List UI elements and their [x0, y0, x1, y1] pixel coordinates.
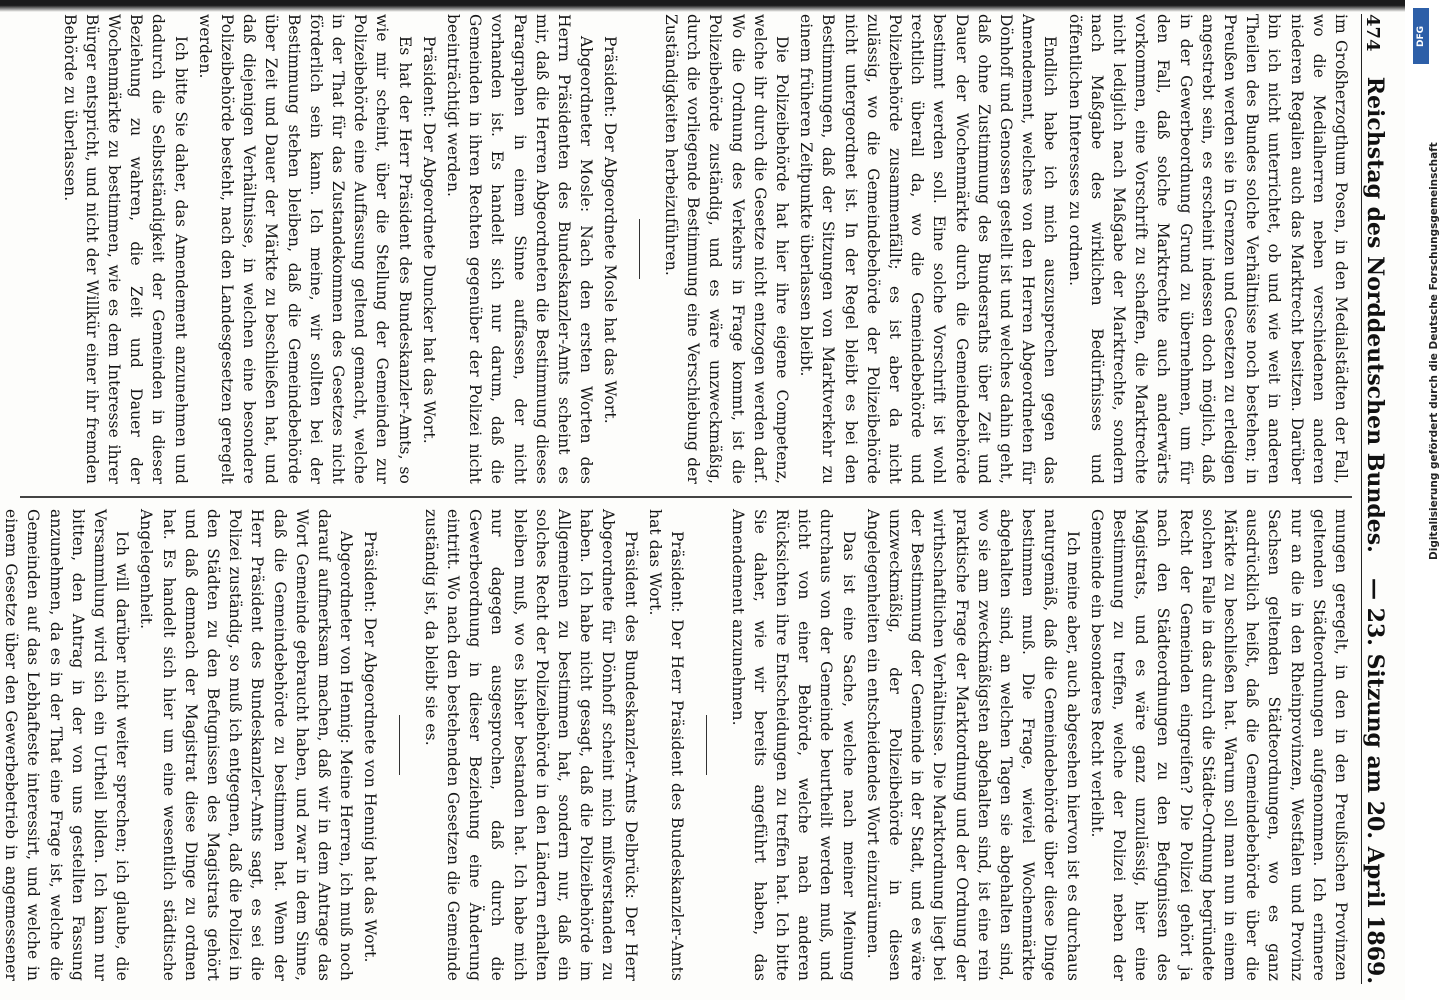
- right-paragraph: Ich will darüber nicht weiter sprechen; ich glaube, die Versammlung wird sich ein Urtheil bilden. Ich kann nur bitten, den Antrag in der von uns gestellten Fassung anzunehmen, da es in der That eine Frage ist, welche die Gemeinden auf das Lebhafteste interessirt, und welche in einem Gesetze über den Gewerbebetrieb in angemessener: [2, 509, 132, 981]
- page-number: 474: [1362, 14, 1383, 52]
- right-paragraph: Ich meine aber, auch abgesehen hiervon ist es durchaus naturgemäß, daß die Gemeindebehörde über diese Dinge bestimmen muß. Die Frage, wieviel Wochenmärkte abgehalten sind, an welchen Tagen sie abgehalten sind, wo sie am zweckmäßigsten abgehalten sind, ist eine rein praktische Frage der Marktordnung und der Ordnung der wirthschaftlichen Verhältnisse. Die Marktordnung liegt bei der Bestimmung der Gemeinde in der Stadt, und es wäre unzweckmäßig, der Polizeibehörde in diesen Angelegenheiten ein entscheidendes Wort einzuräumen.: [863, 509, 1082, 981]
- left-paragraph: Abgeordneter Mosle: Nach den ersten Worten des Herrn Präsidenten des Bundeskanzler-Amts scheint es mir, daß die Herren Abgeordneten die Bestimmung dieses Paragraphen in einem Sinne auffassen, der nicht vorhanden ist. Es handelt sich nur darum, daß die Gemeinden in ihren Rechten gegenüber der Polizei nicht beeinträchtigt werden.: [444, 14, 596, 484]
- left-paragraph: Die Polizeibehörde hat hier ihre eigene Competenz, welche ihr durch die Gesetze nicht entzogen werden darf. Wo die Ordnung des Verkehrs in Frage kommt, ist die Polizeibehörde zuständig, und es wäre unzweckmäßig, durch die vorliegende Bestimmung eine Verschiebung der Zuständigkeiten herbeizuführen.: [661, 14, 791, 484]
- page-header: [1361, 14, 1400, 984]
- right-paragraph-speaker: Präsident: Der Abgeordnete von Hennig hat das Wort.: [361, 531, 380, 963]
- left-paragraph-speaker: Präsident: Der Abgeordnete Duncker hat das Wort.: [419, 36, 438, 444]
- column-divider: [20, 496, 1352, 498]
- right-paragraph: mungen geregelt, in den in den Preußischen Provinzen geltenden Städteordnungen aufgenommen. Ich erinnere nur an die in den Rheinprovinzen, Westfalen und Provinz Sachsen geltenden Städteordnungen, wo es ganz ausdrücklich heißt, daß die Gemeindebehörde über die Märkte zu beschließen hat. Warum soll man nun in einem solchen Falle in das durch die Städte-Ordnung begründete Recht der Gemeinden eingreifen? Die Polizei gehört ja nach den Städteordnungen zu den Befugnissen des Magistrats, und es wäre ganz unzulässig, hier eine Bestimmung zu treffen, welche der Polizei neben der Gemeinde ein besonderes Recht verleiht.: [1087, 509, 1350, 981]
- dfg-logo: DFG: [1413, 8, 1429, 64]
- rotated-document-page: [2, 4, 1408, 994]
- left-text-column: [20, 14, 1352, 484]
- left-paragraph-speaker: Präsident: Der Abgeordnete Mosle hat das Wort.: [601, 36, 620, 424]
- right-paragraph: Abgeordneter von Hennig: Meine Herren, ich muß noch darauf aufmerksam machen, daß wir in dem Antrage das Wort Gemeinde gebraucht haben, und zwar in dem Sinne, daß die Gemeindebehörde zu bestimmen hat. Wenn der Herr Präsident des Bundeskanzler-Amts sagt, es sei die Polizei zuständig, so muß ich entgegnen, daß die Polizei in den Städten zu den Befugnissen des Magistrats gehört und daß demnach der Magistrat diese Dinge zu ordnen hat. Es handelt sich hier um eine wesentlich städtische Angelegenheit.: [137, 509, 356, 981]
- left-paragraph: im Großherzogthum Posen, in den Medialstädten der Fall, wo die Medialherren neben verschiedenen anderen niederen Regalien auch das Marktrecht besitzen. Darüber bin ich nicht unterrichtet, ob und wie weit in anderen Theilen des Bundes solche Verhältnisse noch bestehen; in Preußen werden sie in Grenzen und Gesetzen zu erledigen angestrebt sein, es erscheint indessen doch möglich, daß in der Gewerbeordnung Grund zu übernehmen, um für den Fall, daß solche Marktrechte auch anderwärts vorkommen, eine Vorschrift zu schaffen, die Marktrechte nicht lediglich nach Maßgabe der Marktrechte, sondern nach Maßgabe des wirklichen Bedürfnisses und öffentlichen Interesses zu ordnen.: [1065, 14, 1350, 484]
- header-left-title: Reichstag des Norddeutschen Bundes.: [1362, 76, 1388, 553]
- section-separator: [389, 509, 411, 981]
- right-text-column: [2, 509, 1352, 981]
- right-paragraph: Das ist eine Sache, welche nach meiner Meinung durchaus von der Gemeinde beurtheilt werden muß, und nicht von einer Behörde, welche nach anderen Rücksichten ihre Entscheidungen zu treffen hat. Ich bitte Sie daher, wie wir bereits angeführt haben, das Amendement anzunehmen.: [728, 509, 858, 981]
- right-paragraph-speaker: Präsident: Der Herr Präsident des Bundeskanzler-Amts hat das Wort.: [645, 509, 687, 981]
- section-separator: [630, 14, 652, 484]
- header-right-title: — 23. Sitzung am 20. April 1869.: [1362, 578, 1388, 984]
- left-paragraph: Endlich habe ich mich auszusprechen gegen das Amendement, welches von den Herren Abgeordneten für Dönhoff und Genossen gestellt ist und welches dahin geht, daß ohne Zustimmung des Bundesraths über Zeit und Dauer der Wochenmärkte durch die Gemeindebehörde bestimmt werden soll. Eine solche Vorschrift ist wohl rechtlich überall da, wo die Gemeindebehörde und Polizeibehörde zusammenfällt; es ist aber da nicht zulässig, wo die Gemeindebehörde der Polizeibehörde nicht untergeordnet ist. In der Regel bleibt es bei den Bestimmungen, daß der Sitzungen von Marktverkehr zu einem früheren Zeitpunkte überlassen bleibt.: [797, 14, 1060, 484]
- dfg-funding-notice: Digitalisierung gefördert durch die Deutsche Forschungsgemeinschaft: [1428, 142, 1440, 560]
- right-paragraph: Präsident des Bundeskanzler-Amts Delbrück: Der Herr Abgeordnete für Dönhoff scheint mich mißverstanden zu haben. Ich habe nicht gesagt, daß die Polizeibehörde im Allgemeinen zu bestimmen hat, sondern nur, daß ein solches Recht der Polizeibehörde in den Ländern erhalten bleiben muß, wo es bisher bestanden hat. Ich habe mich nur dagegen ausgesprochen, daß durch die Gewerbeordnung in dieser Beziehung eine Änderung eintritt. Wo nach den bestehenden Gesetzen die Gemeinde zuständig ist, da bleibt sie es.: [421, 509, 640, 981]
- left-paragraph: Es hat der Herr Präsident des Bundeskanzler-Amts, so wie mir scheint, über die Stellung der Gemeinden zur Polizeibehörde eine Auffassung geltend gemacht, welche in der That für das Zustandekommen des Gesetzes nicht förderlich sein kann. Ich meine, wir sollten bei der Bestimmung stehen bleiben, daß die Gemeindebehörde über Zeit und Dauer der Märkte zu beschließen hat, und daß diejenigen Verhältnisse, in welchen eine besondere Polizeibehörde besteht, nach den Landesgesetzen geregelt werden.: [195, 14, 414, 484]
- left-paragraph: Ich bitte Sie daher, das Amendement anzunehmen und dadurch die Selbstständigkeit der Gemeinden in dieser Beziehung zu wahren, die Zeit und Dauer der Wochenmärkte zu bestimmen, wie es dem Interesse ihrer Bürger entspricht, und nicht der Willkür einer ihr fremden Behörde zu überlassen.: [60, 14, 190, 484]
- section-separator: [696, 509, 718, 981]
